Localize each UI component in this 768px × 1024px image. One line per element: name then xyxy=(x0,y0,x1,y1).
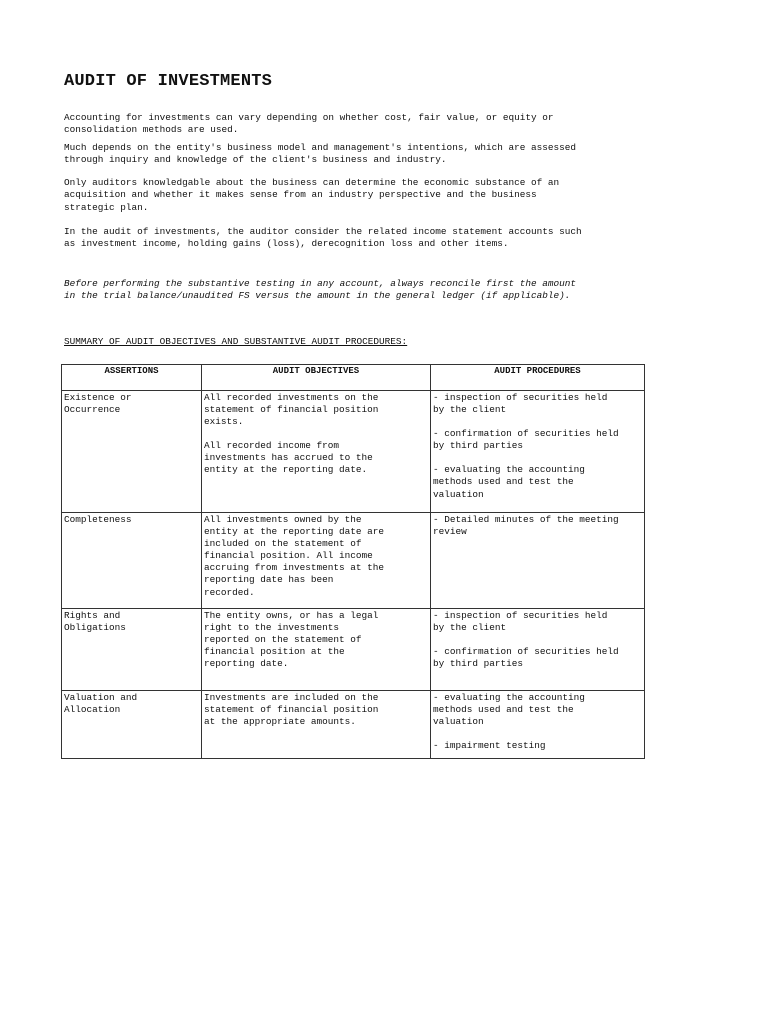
procedures-cell xyxy=(431,391,645,513)
procedure-text: - evaluating the accounting methods used and test the valuation xyxy=(433,692,585,728)
objective-text: Investments are included on the statement of financial position at the appropriate amounts. xyxy=(204,692,379,728)
intro-paragraph-1: Accounting for investments can vary depending on whether cost, fair value, or equity or consolidation methods are used. xyxy=(64,112,554,136)
procedures-cell xyxy=(431,691,645,759)
audit-procedures-table xyxy=(61,364,645,759)
objectives-cell xyxy=(202,691,431,759)
table-row xyxy=(62,391,645,513)
header-assertions: ASSERTIONS xyxy=(62,365,202,391)
table-row xyxy=(62,513,645,609)
assertion-text: Completeness xyxy=(64,514,132,525)
objectives-cell xyxy=(202,609,431,691)
assertion-cell xyxy=(62,391,202,513)
procedures-cell xyxy=(431,513,645,609)
reconciliation-note: Before performing the substantive testing in any account, always reconcile first the amount in the trial balance/unaudited FS versus the amount in the general ledger (if applicable). xyxy=(64,278,576,302)
assertion-cell xyxy=(62,691,202,759)
objective-text: The entity owns, or has a legal right to the investments reported on the statement of financial position at the reporting date. xyxy=(204,610,379,670)
procedure-text: - Detailed minutes of the meeting review xyxy=(433,514,619,538)
document-title: AUDIT OF INVESTMENTS xyxy=(64,72,273,91)
procedure-text: - evaluating the accounting methods used and test the valuation xyxy=(433,464,585,500)
objective-text: All investments owned by the entity at the reporting date are included on the statement of financial position. All income accruing from investments at the reporting date has been recorded. xyxy=(204,514,385,598)
header-audit-procedures: AUDIT PROCEDURES xyxy=(431,365,645,391)
procedures-cell xyxy=(431,609,645,691)
table-header-row xyxy=(62,365,645,391)
procedure-text: - inspection of securities held by the client xyxy=(433,610,608,634)
assertion-text: Valuation and Allocation xyxy=(64,692,138,716)
table-row xyxy=(62,691,645,759)
intro-paragraph-3: Only auditors knowledgable about the business can determine the economic substance of an acquisition and whether it makes sense from an industry perspective and the business strategic plan. xyxy=(64,177,560,213)
header-audit-objectives: AUDIT OBJECTIVES xyxy=(202,365,431,391)
procedure-text: - confirmation of securities held by third parties xyxy=(433,428,619,452)
objective-text: All recorded income from investments has accrued to the entity at the reporting date. xyxy=(204,440,373,476)
procedure-text: - inspection of securities held by the client xyxy=(433,392,608,416)
assertion-cell xyxy=(62,513,202,609)
intro-paragraph-2: Much depends on the entity's business model and management's intentions, which are assessed through inquiry and knowledge of the client's business and industry. xyxy=(64,142,576,166)
procedure-text: - confirmation of securities held by third parties xyxy=(433,646,619,670)
objective-text: All recorded investments on the statement of financial position exists. xyxy=(204,392,379,428)
table-row xyxy=(62,609,645,691)
summary-heading: SUMMARY OF AUDIT OBJECTIVES AND SUBSTANTIVE AUDIT PROCEDURES: xyxy=(64,336,408,347)
intro-paragraph-4: In the audit of investments, the auditor consider the related income statement accounts such as investment income, holding gains (loss), derecognition loss and other items. xyxy=(64,226,582,250)
objectives-cell xyxy=(202,391,431,513)
assertion-text: Existence or Occurrence xyxy=(64,392,132,416)
assertion-text: Rights and Obligations xyxy=(64,610,126,634)
assertion-cell xyxy=(62,609,202,691)
objectives-cell xyxy=(202,513,431,609)
procedure-text: - impairment testing xyxy=(433,740,546,752)
